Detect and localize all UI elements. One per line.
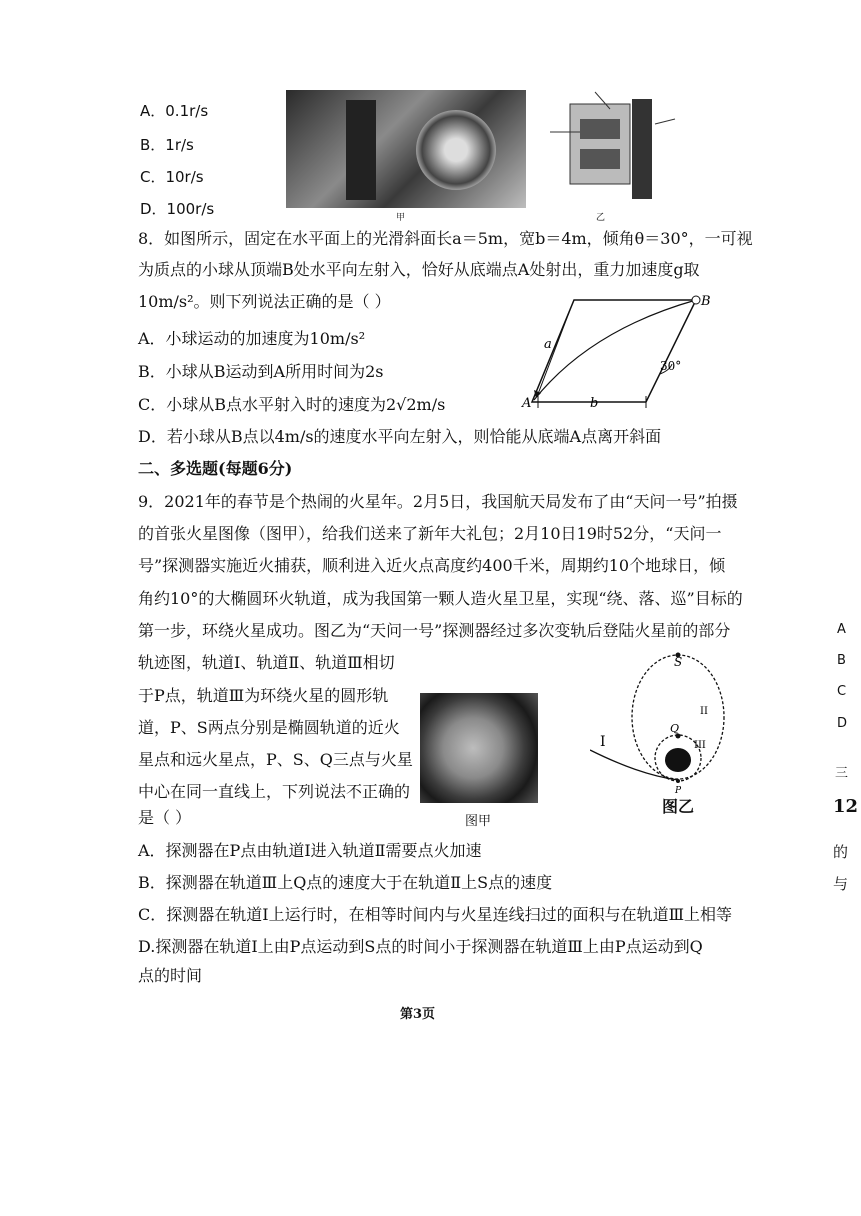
fig8-label-a: A — [522, 396, 532, 411]
fig8-label-width-b: b — [590, 396, 599, 411]
edge-fragment-b: B — [837, 653, 846, 668]
edge-fragment-de: 的 — [833, 843, 849, 861]
q9-option-c: C．探测器在轨道Ⅰ上运行时，在相等时间内与火星连线扫过的面积与在轨道Ⅲ上相等 — [138, 905, 732, 924]
q9-option-b: B．探测器在轨道Ⅲ上Q点的速度大于在轨道Ⅱ上S点的速度 — [138, 873, 553, 892]
incline-figure — [520, 290, 720, 415]
fig8-label-b: B — [701, 294, 711, 309]
fig8-angle-label: 30° — [660, 359, 682, 373]
q9-stem-line6: 轨迹图，轨道Ⅰ、轨道Ⅱ、轨道Ⅲ相切 — [138, 653, 395, 672]
q9-stem-line5: 第一步，环绕火星成功。图乙为“天问一号”探测器经过多次变轨后登陆火星前的部分 — [138, 621, 731, 640]
q8-option-a: A．小球运动的加速度为10m/s² — [138, 329, 366, 348]
q9-stem-line3: 号”探测器实施近火捕获，顺利进入近火点高度约400千米，周期约10个地球日，倾 — [138, 556, 726, 575]
q8-option-c: C．小球从B点水平射入时的速度为2√2m/s — [138, 395, 446, 414]
page-number: 第3页 — [400, 1007, 436, 1022]
q8-option-d: D．若小球从B点以4m/s的速度水平向左射入，则恰能从底端A点离开斜面 — [138, 427, 662, 446]
fig-jia-caption: 图甲 — [465, 814, 492, 829]
edge-fragment-yu: 与 — [833, 875, 849, 893]
q9-stem-line2: 的首张火星图像（图甲），给我们送来了新年大礼包；2月10日19时52分，“天问一 — [138, 524, 722, 543]
q9-stem-line11: 是（ ） — [138, 808, 192, 827]
machine-photo — [286, 90, 526, 208]
orbit-label-i: I — [600, 734, 606, 750]
q9-option-a: A．探测器在P点由轨道Ⅰ进入轨道Ⅱ需要点火加速 — [138, 841, 482, 860]
mars-photo — [420, 693, 538, 803]
q8-option-b: B．小球从B运动到A所用时间为2s — [138, 362, 384, 381]
photo-caption-left: 甲 — [396, 213, 406, 223]
q9-stem-line9: 星点和远火星点，P、S、Q三点与火星 — [138, 750, 413, 769]
q9-stem-line1: 9．2021年的春节是个热闹的火星年。2月5日，我国航天局发布了由“天问一号”拍摄 — [138, 492, 738, 511]
q9-stem-line7: 于P点，轨道Ⅲ为环绕火星的圆形轨 — [138, 686, 389, 705]
edge-fragment-d: D — [837, 716, 848, 731]
orbit-label-ii: II — [700, 706, 708, 717]
photo-caption-right: 乙 — [596, 213, 606, 223]
q9-stem-line8: 道，P、S两点分别是椭圆轨道的近火 — [138, 718, 400, 737]
edge-fragment-san: 三 — [835, 766, 849, 781]
fig8-label-length-a: a — [544, 337, 552, 352]
q8-stem-line2: 为质点的小球从顶端B处水平向左射入，恰好从底端点A处射出，重力加速度g取 — [138, 260, 700, 279]
q7-option-b: B．1r/s — [140, 136, 194, 154]
edge-fragment-c: C — [837, 684, 847, 699]
q9-stem-line10: 中心在同一直线上，下列说法不正确的 — [138, 782, 411, 801]
q9-option-d-line1: D.探测器在轨道Ⅰ上由P点运动到S点的时间小于探测器在轨道Ⅲ上由P点运动到Q — [138, 937, 703, 956]
orbit-label-s: S — [674, 655, 683, 669]
orbit-label-p: P — [675, 786, 682, 796]
q8-stem-line3: 10m/s²。则下列说法正确的是（ ） — [138, 292, 391, 311]
edge-fragment-a: A — [837, 622, 846, 637]
section-title: 二、多选题(每题6分) — [138, 459, 293, 478]
q7-option-a: A．0.1r/s — [140, 102, 209, 120]
q9-option-d-line2: 点的时间 — [138, 966, 203, 985]
q8-stem-line1: 8．如图所示，固定在水平面上的光滑斜面长a＝5m，宽b＝4m，倾角θ＝30°，一可视 — [138, 229, 753, 248]
fig-yi-caption: 图乙 — [662, 797, 695, 816]
q9-stem-line4: 角约10°的大椭圆环火轨道，成为我国第一颗人造火星卫星，实现“绕、落、巡”目标的 — [138, 589, 743, 608]
edge-fragment-12: 12 — [833, 796, 859, 817]
q7-option-d: D．100r/s — [140, 200, 215, 218]
orbit-label-iii: III — [694, 740, 706, 751]
q7-option-c: C．10r/s — [140, 168, 204, 186]
machine-diagram — [540, 84, 680, 210]
orbit-figure — [590, 650, 730, 820]
orbit-label-q: Q — [670, 722, 680, 735]
